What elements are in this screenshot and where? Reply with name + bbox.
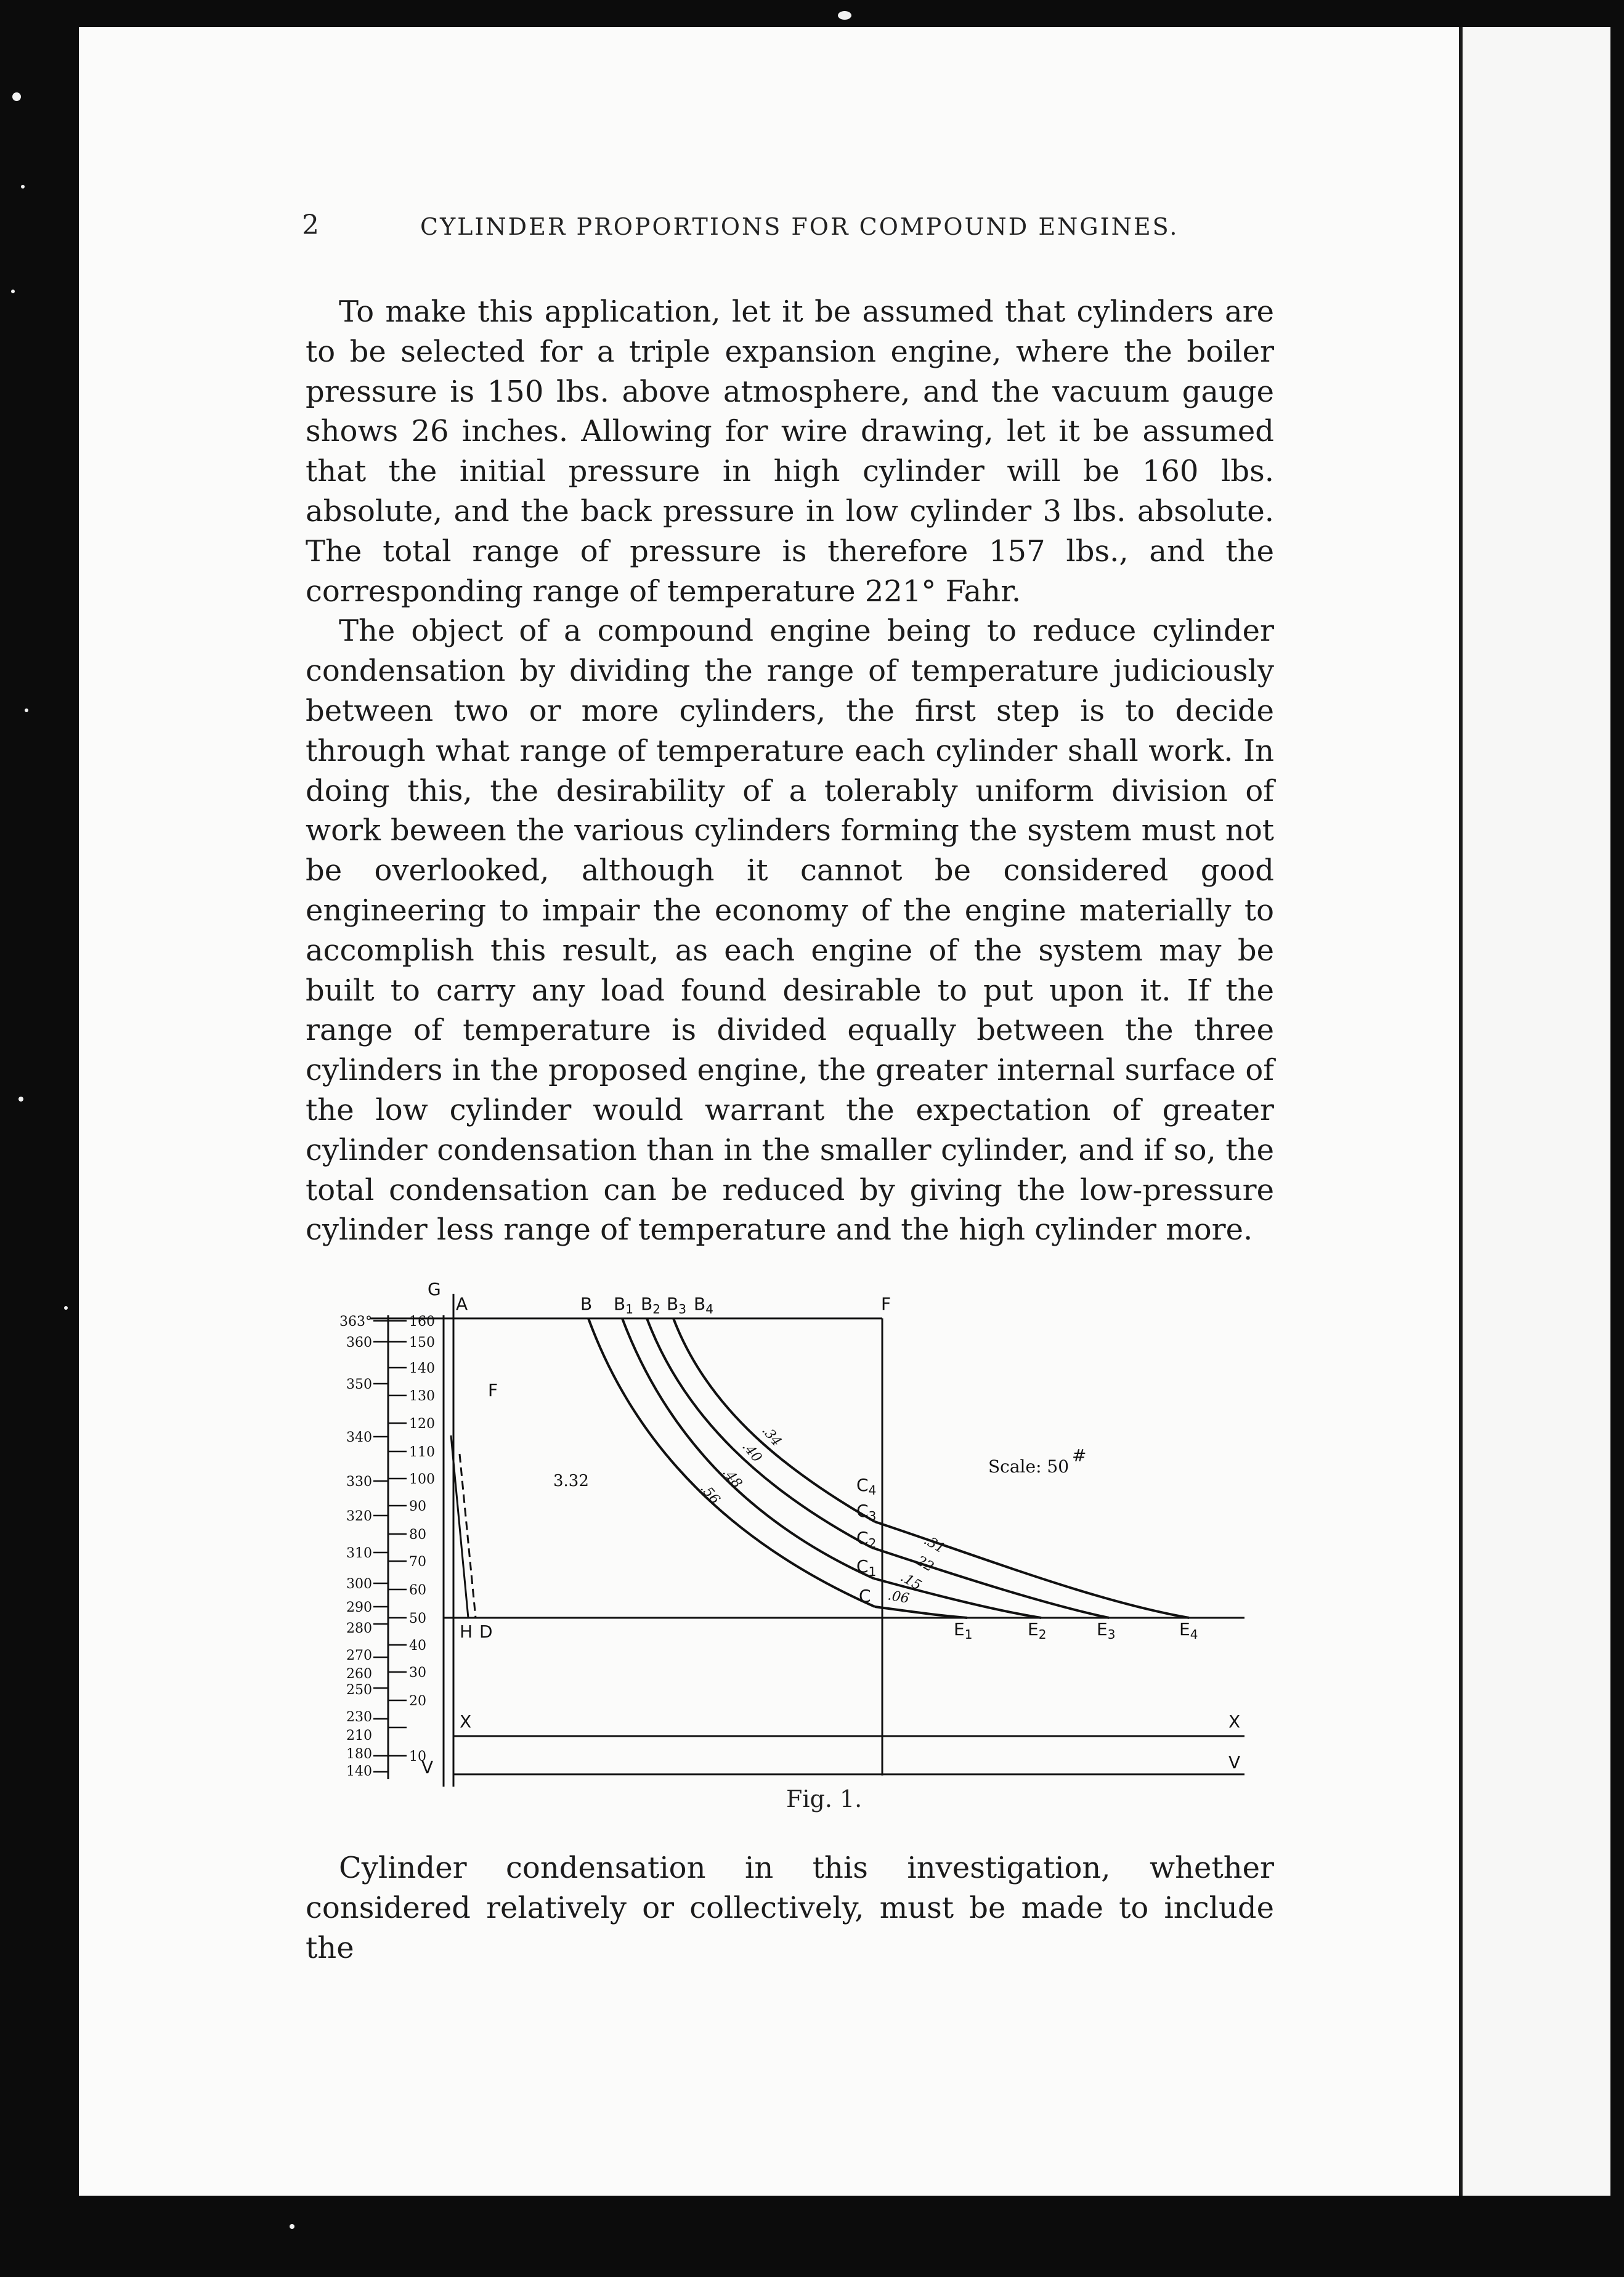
pressure-tick: 80 xyxy=(409,1527,426,1543)
running-title: CYLINDER PROPORTIONS FOR COMPOUND ENGINES. xyxy=(420,213,1179,240)
curve-value: .56 xyxy=(697,1480,723,1508)
pressure-tick: 120 xyxy=(409,1416,435,1432)
label-e2: $E_2$ xyxy=(1028,1619,1047,1642)
pressure-tick: 140 xyxy=(409,1361,435,1376)
pressure-tick: 130 xyxy=(409,1389,435,1404)
temp-tick: 260 xyxy=(346,1666,372,1682)
label-a: A xyxy=(456,1294,468,1314)
running-head xyxy=(302,209,1275,246)
temp-tick: 360 xyxy=(346,1335,372,1350)
temp-tick: 250 xyxy=(346,1682,372,1698)
temp-tick: 300 xyxy=(346,1577,372,1592)
temp-tick: 310 xyxy=(346,1546,372,1561)
paragraph: To make this application, let it be assumed that cylinders are to be selected for a triple expansion engine, where the boiler pressure is 150 lbs. above atmosphere, and the vacuum gauge shows 26 inches. Allowing for wire drawing, let it be assumed that the initial pressure in high cylinder will be 160 lbs. absolute, and the back pressure in low cylinder 3 lbs. absolute. The total range of pressure is therefore 157 lbs., and the corresponding range of temperature 221° Fahr. xyxy=(306,294,1274,609)
curve-value: .48 xyxy=(719,1464,745,1492)
scale-mark: # xyxy=(1072,1445,1087,1466)
label-h: H xyxy=(460,1622,473,1642)
temp-tick: 270 xyxy=(346,1648,372,1663)
label-b4: $B_4$ xyxy=(694,1294,713,1317)
label-c2: $C_2$ xyxy=(856,1528,877,1551)
temp-tick: 330 xyxy=(346,1474,372,1490)
pressure-tick: 20 xyxy=(409,1694,426,1709)
pressure-tick: 100 xyxy=(409,1472,435,1487)
page-number: 2 xyxy=(302,209,321,241)
label-c: C xyxy=(859,1586,871,1606)
pressure-tick: 90 xyxy=(409,1499,426,1514)
curve-value: .15 xyxy=(898,1569,924,1594)
body-text-continued xyxy=(306,1848,1274,1968)
scale-label: Scale: 50 xyxy=(988,1456,1070,1477)
figure-caption: Fig. 1. xyxy=(786,1785,863,1812)
temp-tick: 350 xyxy=(346,1377,372,1392)
pressure-tick: 40 xyxy=(409,1638,426,1654)
curve-b-c xyxy=(588,1318,875,1607)
label-e1: $E_1$ xyxy=(954,1619,973,1642)
indicator-diagram xyxy=(0,1269,1624,1811)
label-f-top: F xyxy=(881,1294,891,1314)
label-b: B xyxy=(580,1294,593,1314)
temp-tick: 363° xyxy=(339,1314,372,1329)
admission-line-dashed xyxy=(460,1454,476,1618)
label-b3: $B_3$ xyxy=(667,1294,686,1317)
curve-value: .31 xyxy=(921,1532,948,1557)
label-c3: $C_3$ xyxy=(856,1501,877,1524)
label-c1: $C_1$ xyxy=(856,1556,877,1579)
label-x-left: X xyxy=(460,1711,472,1732)
pressure-tick: 160 xyxy=(409,1314,435,1329)
facing-page-edge xyxy=(1459,27,1610,2196)
label-x-right: X xyxy=(1228,1711,1241,1732)
pressure-tick: 50 xyxy=(409,1611,426,1626)
label-b2: $B_2$ xyxy=(641,1294,660,1317)
temp-tick: 180 xyxy=(346,1747,372,1762)
curve-value: .34 xyxy=(758,1423,785,1450)
temp-tick: 290 xyxy=(346,1600,372,1615)
label-b1: $B_1$ xyxy=(614,1294,633,1317)
temp-tick: 210 xyxy=(346,1728,372,1743)
temp-tick: 320 xyxy=(346,1509,372,1524)
paragraph: Cylinder condensation in this investigation, whether considered relatively or collectively, must be made to include the xyxy=(306,1851,1274,1965)
area-label: 3.32 xyxy=(553,1472,589,1490)
curve-value: .40 xyxy=(739,1439,765,1466)
body-text xyxy=(306,292,1274,1250)
pressure-tick: 110 xyxy=(409,1445,435,1460)
pressure-tick: 60 xyxy=(409,1583,426,1598)
curve-value: .06 xyxy=(886,1588,911,1607)
label-v-left: V xyxy=(421,1757,434,1777)
paragraph: The object of a compound engine being to reduce cylinder condensation by dividing the range of temperature judiciously between two or more cylinders, the first step is to decide through what range of temperature each cylinder shall work. In doing this, the desirability of a tolerably uniform division of work beween the various cylinders forming the system must not be overlooked, although it cannot be considered good engineering to impair the economy of the engine materially to accomplish this result, as each engine of the system may be built to carry any load found desirable to put upon it. If the range of temperature is divided equally between the three cylinders in the proposed engine, the greater internal surface of the low cylinder would warrant the expectation of greater cylinder condensation than in the smaller cylinder, and if so, the total condensation can be reduced by giving the low-pressure cylinder less range of temperature and the high cylinder more. xyxy=(306,614,1274,1248)
temp-tick: 340 xyxy=(346,1430,372,1445)
temp-tick: 140 xyxy=(346,1764,372,1779)
figure-1 xyxy=(0,1269,1624,1811)
label-v-right: V xyxy=(1228,1752,1241,1772)
temp-tick: 280 xyxy=(346,1621,372,1636)
curve-value: .22 xyxy=(910,1551,936,1575)
label-d: D xyxy=(479,1622,493,1642)
label-f-left: F xyxy=(488,1380,498,1400)
pressure-tick: 10 xyxy=(409,1749,426,1764)
temp-tick: 230 xyxy=(346,1710,372,1725)
pressure-tick: 30 xyxy=(409,1665,426,1681)
label-g: G xyxy=(428,1279,441,1299)
curve-c-e1 xyxy=(875,1607,967,1618)
pressure-tick: 70 xyxy=(409,1554,426,1570)
label-e4: $E_4$ xyxy=(1179,1619,1198,1642)
pressure-tick: 150 xyxy=(409,1335,435,1350)
label-e3: $E_3$ xyxy=(1097,1619,1116,1642)
label-c4: $C_4$ xyxy=(856,1475,877,1498)
